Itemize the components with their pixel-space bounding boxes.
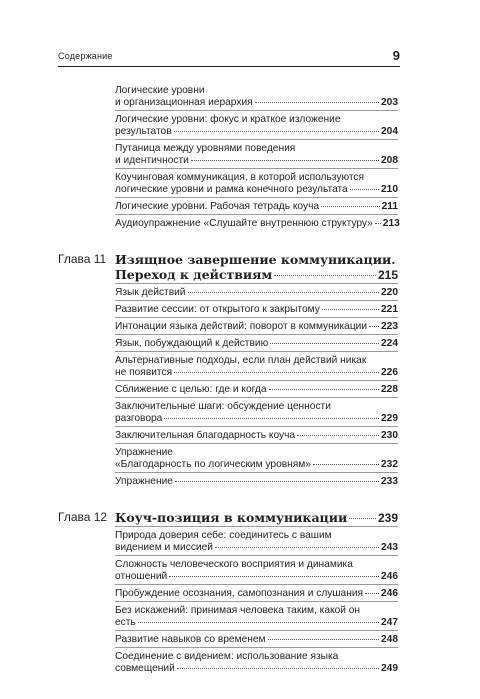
entry-page-number: 224 xyxy=(381,338,398,349)
page-number: 9 xyxy=(392,48,400,63)
entry-title: Логические уровни. Рабочая тетрадь коуча xyxy=(115,201,320,212)
entry-separator xyxy=(115,168,398,169)
entry-title: логические уровни и рамка конечного результата xyxy=(115,184,348,195)
toc-entry[interactable] xyxy=(115,401,398,425)
dot-leader xyxy=(269,389,379,390)
entry-title-last xyxy=(115,184,398,196)
chapter-title: Переход к действиям xyxy=(115,267,273,282)
toc-entry[interactable] xyxy=(115,85,398,109)
dot-leader xyxy=(369,326,379,327)
dot-leader xyxy=(270,343,379,344)
entry-title-last xyxy=(115,588,398,600)
entry-title-last xyxy=(115,663,398,675)
entry-title-last xyxy=(115,321,398,333)
toc-entry[interactable] xyxy=(115,172,398,196)
entry-title-last xyxy=(115,430,398,442)
entry-title: Аудиоупражнение «Слушайте внутреннюю структуру» xyxy=(115,218,373,229)
entry-separator xyxy=(115,351,398,352)
chapter-title: Изящное завершение коммуникации. xyxy=(115,252,396,267)
dot-leader xyxy=(169,576,379,577)
entry-title-last xyxy=(115,476,398,488)
entry-title: Коучинговая коммуникация, в которой используются xyxy=(115,172,365,183)
entry-title: Заключительные шаги: обсуждение ценности xyxy=(115,401,331,412)
entry-title: и организационная иерархия xyxy=(115,97,253,108)
chapter-title-block xyxy=(115,510,398,525)
entry-title-last xyxy=(115,413,398,425)
entry-separator xyxy=(115,630,398,631)
entry-title-last xyxy=(115,542,398,554)
dot-leader xyxy=(268,639,379,640)
toc-entry[interactable] xyxy=(115,651,398,675)
entry-page-number: 213 xyxy=(382,218,400,229)
entry-separator xyxy=(115,443,398,444)
entry-page-number: 221 xyxy=(381,304,398,315)
entry-title: Природа доверия себе: соединитесь с вашим xyxy=(115,530,332,541)
entry-title: Упражнение xyxy=(115,447,173,458)
toc-entry[interactable] xyxy=(115,321,398,333)
toc-entry[interactable] xyxy=(115,447,398,471)
entry-page-number: 204 xyxy=(381,126,398,137)
toc-entry[interactable] xyxy=(115,634,398,646)
dot-leader xyxy=(164,418,379,419)
entry-title-last xyxy=(115,97,398,109)
entry-separator xyxy=(115,110,398,111)
entry-separator xyxy=(115,397,398,398)
entry-title: «Благодарность по логическим уровням» xyxy=(115,459,311,470)
dot-leader xyxy=(191,160,379,161)
entry-separator xyxy=(115,555,398,556)
entry-title-last xyxy=(115,367,398,379)
entry-separator xyxy=(115,334,398,335)
entry-title: Заключительная благодарность коуча xyxy=(115,430,296,441)
entry-title-last xyxy=(115,459,398,471)
entry-page-number: 248 xyxy=(381,634,398,645)
entry-separator xyxy=(115,139,398,140)
dot-leader xyxy=(215,547,379,548)
dot-leader xyxy=(350,189,379,190)
dot-leader xyxy=(365,593,379,594)
chapter-page-number: 215 xyxy=(377,268,398,282)
entry-separator xyxy=(115,317,398,318)
dot-leader xyxy=(313,464,379,465)
entry-separator xyxy=(115,601,398,602)
chapter-page-number: 239 xyxy=(377,511,398,525)
entry-page-number: 243 xyxy=(381,542,398,553)
dot-leader xyxy=(321,206,380,207)
entry-title-last xyxy=(115,287,398,299)
toc-entry[interactable] xyxy=(115,355,398,379)
entry-title: не появится xyxy=(115,367,173,378)
chapter-label: Глава 12 xyxy=(58,510,108,524)
toc-entry[interactable] xyxy=(115,304,398,316)
entry-separator xyxy=(115,214,398,215)
entry-title: Логические уровни: фокус и краткое изложение xyxy=(115,114,341,125)
entry-title: результатов xyxy=(115,126,172,137)
toc-entry[interactable] xyxy=(115,588,398,600)
entry-title: Логические уровни xyxy=(115,85,205,96)
entry-page-number: 211 xyxy=(381,201,398,212)
entry-page-number: 208 xyxy=(381,155,398,166)
entry-title: Сближение с целью: где и когда xyxy=(115,384,267,395)
entry-separator xyxy=(115,300,398,301)
entry-separator xyxy=(115,472,398,473)
entry-title: Интонации языка действий: поворот в коммуникации xyxy=(115,321,368,332)
entry-title: Развитие навыков со временем xyxy=(115,634,266,645)
entry-separator xyxy=(115,584,398,585)
entry-title: Без искажений: принимая человека таким, какой он xyxy=(115,605,361,616)
entry-page-number: 210 xyxy=(381,184,398,195)
entry-page-number: 246 xyxy=(381,571,398,582)
entry-page-number: 203 xyxy=(381,97,398,108)
entry-title: Путаница между уровнями поведения xyxy=(115,143,296,154)
entry-page-number: 230 xyxy=(381,430,398,441)
dot-leader xyxy=(177,668,379,669)
dot-leader xyxy=(375,223,381,224)
entry-page-number: 232 xyxy=(381,459,398,470)
toc-entry[interactable] xyxy=(115,559,398,583)
entry-page-number: 229 xyxy=(381,413,398,424)
entry-separator xyxy=(115,283,398,284)
toc-entry[interactable] xyxy=(115,530,398,554)
entry-title-last xyxy=(115,201,398,213)
dot-leader xyxy=(322,309,379,310)
entry-page-number: 247 xyxy=(381,617,398,628)
entry-title-last xyxy=(115,384,398,396)
dot-leader xyxy=(175,481,379,482)
dot-leader xyxy=(297,435,379,436)
toc-entry[interactable] xyxy=(115,287,398,299)
entry-title: Пробуждение осознания, самопознания и слушания xyxy=(115,588,364,599)
entry-page-number: 246 xyxy=(381,588,398,599)
entry-page-number: 233 xyxy=(381,476,398,487)
toc-entry[interactable] xyxy=(115,384,398,396)
entry-separator xyxy=(115,526,398,527)
toc-entry[interactable] xyxy=(115,338,398,350)
entry-title: видением и миссией xyxy=(115,542,213,553)
entry-page-number: 226 xyxy=(381,367,398,378)
dot-leader xyxy=(174,372,379,373)
entry-title-last xyxy=(115,126,398,138)
chapter-title-last xyxy=(115,510,398,525)
running-header xyxy=(58,50,400,64)
entry-separator xyxy=(115,197,398,198)
toc-entry[interactable] xyxy=(115,201,398,213)
toc-entry[interactable] xyxy=(115,143,398,167)
entry-title-last xyxy=(115,634,398,646)
entry-title: и идентичности xyxy=(115,155,189,166)
dot-leader xyxy=(174,131,379,132)
entry-title: Язык, побуждающий к действию xyxy=(115,338,269,349)
entry-title: отношений xyxy=(115,571,168,582)
entry-separator xyxy=(115,426,398,427)
entry-page-number: 249 xyxy=(381,663,398,674)
chapter-label: Глава 11 xyxy=(58,252,107,266)
entry-title: Упражнение xyxy=(115,476,173,487)
dot-leader xyxy=(138,622,379,623)
entry-title-last xyxy=(115,304,398,316)
entry-title: совмещений xyxy=(115,663,175,674)
chapter-title: Коуч-позиция в коммуникации xyxy=(115,510,348,525)
entry-title: Сложность человеческого восприятия и динамика xyxy=(115,559,353,570)
header-section-title: Содержание xyxy=(58,51,113,61)
toc-entry[interactable] xyxy=(115,476,398,488)
toc-entry[interactable] xyxy=(115,605,398,629)
entry-page-number: 228 xyxy=(381,384,398,395)
entry-title: Развитие сессии: от открытого к закрытому xyxy=(115,304,320,315)
chapter-title-last xyxy=(115,267,398,282)
entry-title-last xyxy=(115,571,398,583)
entry-title: Соединение с видением: использование языка xyxy=(115,651,339,662)
dot-leader xyxy=(188,292,380,293)
dot-leader xyxy=(349,518,376,519)
entry-title-last xyxy=(115,218,398,230)
toc-entry[interactable] xyxy=(115,430,398,442)
entry-title: Альтернативные подходы, если план действий никак xyxy=(115,355,367,366)
dot-leader xyxy=(274,275,376,276)
entry-title-last xyxy=(115,617,398,629)
entry-page-number: 220 xyxy=(381,287,398,298)
entry-separator xyxy=(115,647,398,648)
toc-entry[interactable] xyxy=(115,114,398,138)
entry-separator xyxy=(115,380,398,381)
entry-title-last xyxy=(115,338,398,350)
header-rule xyxy=(58,66,400,67)
entry-title: Язык действий xyxy=(115,287,186,298)
entry-page-number: 223 xyxy=(381,321,398,332)
dot-leader xyxy=(255,102,379,103)
entry-title: разговора xyxy=(115,413,163,424)
chapter-title-block xyxy=(115,252,398,282)
entry-title-last xyxy=(115,155,398,167)
toc-entry[interactable] xyxy=(115,218,398,230)
entry-title: есть xyxy=(115,617,136,628)
